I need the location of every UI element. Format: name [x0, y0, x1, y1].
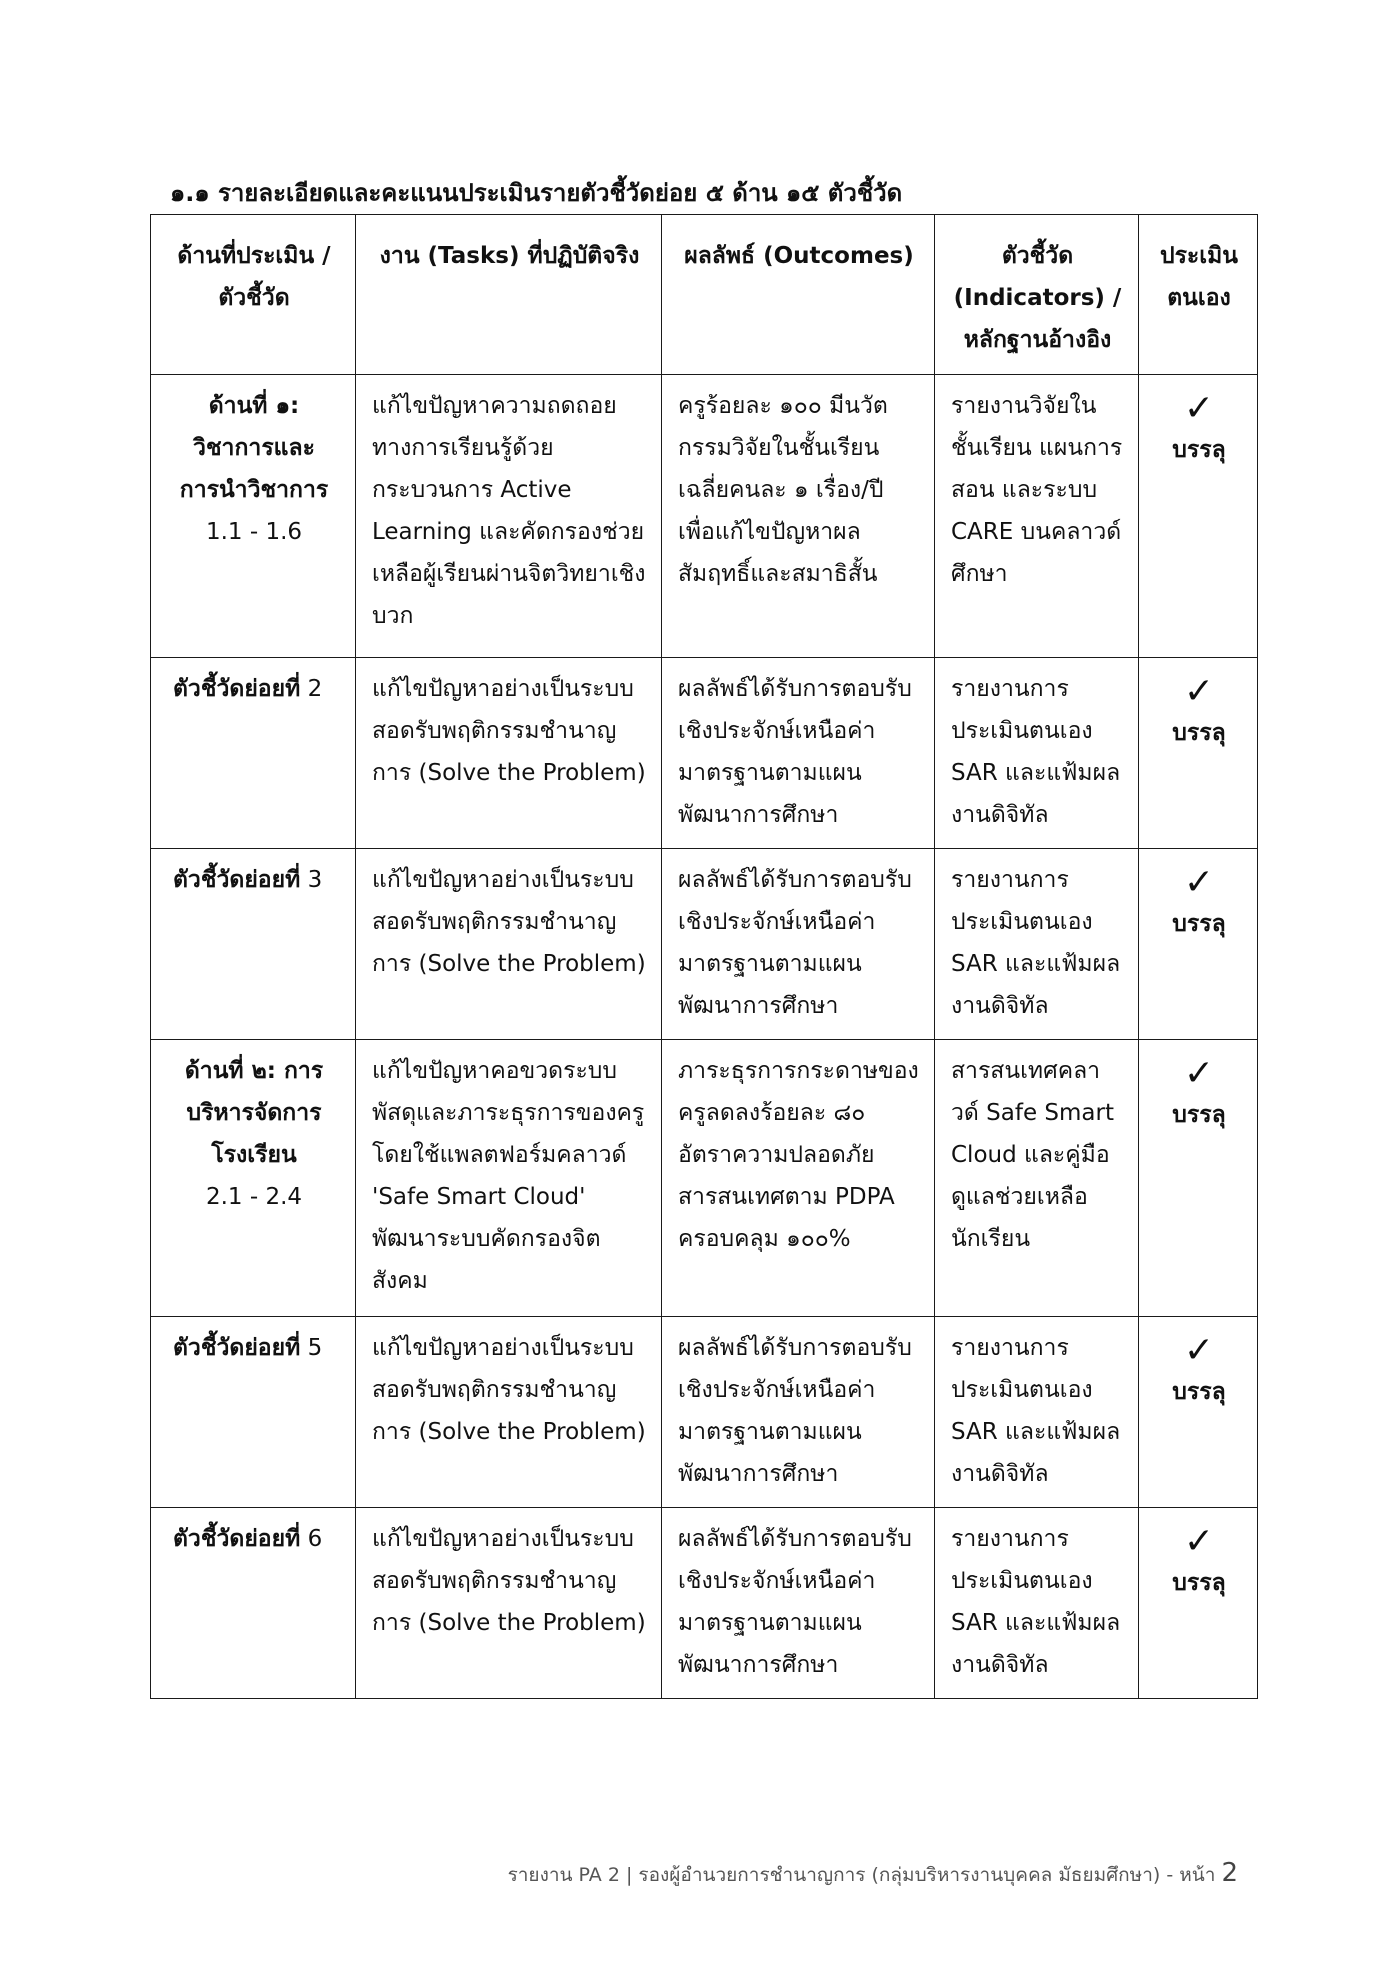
outcome-cell: ภาระธุรการกระดาษของครูลดลงร้อยละ ๘๐ อัตราความปลอดภัยสารสนเทศตาม PDPA ครอบคลุม ๑๐๐%	[662, 1040, 935, 1317]
self-assessment-cell	[1139, 1317, 1258, 1508]
self-assessment-label: บรรลุ	[1172, 911, 1226, 937]
task-cell: แก้ไขปัญหาความถดถอยทางการเรียนรู้ด้วยกระบวนการ Active Learning และคัดกรองช่วยเหลือผู้เรียนผ่านจิตวิทยาเชิงบวก	[356, 375, 662, 658]
dimension-cell	[151, 375, 356, 658]
task-cell: แก้ไขปัญหาอย่างเป็นระบบสอดรับพฤติกรรมชำนาญการ (Solve the Problem)	[356, 658, 662, 849]
assessment-table	[150, 214, 1258, 1699]
dimension-range: 3	[307, 867, 323, 893]
outcome-cell: ผลลัพธ์ได้รับการตอบรับเชิงประจักษ์เหนือค่ามาตรฐานตามแผนพัฒนาการศึกษา	[662, 658, 935, 849]
task-cell: แก้ไขปัญหาคอขวดระบบพัสดุและภาระธุรการของครูโดยใช้แพลตฟอร์มคลาวด์ 'Safe Smart Cloud' พัฒนาระบบคัดกรองจิตสังคม	[356, 1040, 662, 1317]
dimension-title: ตัวชี้วัดย่อยที่	[173, 676, 301, 702]
dimension-title: ตัวชี้วัดย่อยที่	[173, 1526, 301, 1552]
table-row	[151, 1040, 1258, 1317]
task-cell: แก้ไขปัญหาอย่างเป็นระบบสอดรับพฤติกรรมชำนาญการ (Solve the Problem)	[356, 849, 662, 1040]
table-row	[151, 1508, 1258, 1699]
self-assessment-cell	[1139, 658, 1258, 849]
dimension-cell	[151, 849, 356, 1040]
header-dimension: ด้านที่ประเมิน / ตัวชี้วัด	[151, 215, 356, 375]
dimension-cell	[151, 658, 356, 849]
indicator-cell: สารสนเทศคลาวด์ Safe Smart Cloud และคู่มือดูแลช่วยเหลือนักเรียน	[935, 1040, 1139, 1317]
table-header-row	[151, 215, 1258, 375]
dimension-title: ด้านที่ ๒: การบริหารจัดการโรงเรียน	[184, 1058, 324, 1168]
dimension-range: 6	[307, 1526, 323, 1552]
page-footer	[508, 1858, 1238, 1890]
dimension-range: 2.1 - 2.4	[205, 1184, 303, 1210]
check-icon: ✓	[1183, 862, 1215, 903]
header-tasks: งาน (Tasks) ที่ปฏิบัติจริง	[356, 215, 662, 375]
dimension-cell	[151, 1317, 356, 1508]
header-indicators: ตัวชี้วัด (Indicators) / หลักฐานอ้างอิง	[935, 215, 1139, 375]
outcome-cell: ผลลัพธ์ได้รับการตอบรับเชิงประจักษ์เหนือค่ามาตรฐานตามแผนพัฒนาการศึกษา	[662, 1508, 935, 1699]
self-assessment-label: บรรลุ	[1172, 1570, 1226, 1596]
self-assessment-label: บรรลุ	[1172, 1379, 1226, 1405]
check-icon: ✓	[1183, 388, 1215, 429]
indicator-cell: รายงานการประเมินตนเอง SAR และแฟ้มผลงานดิจิทัล	[935, 849, 1139, 1040]
section-heading: ๑.๑ รายละเอียดและคะแนนประเมินรายตัวชี้วัดย่อย ๕ ด้าน ๑๕ ตัวชี้วัด	[170, 179, 903, 207]
self-assessment-cell	[1139, 849, 1258, 1040]
dimension-title: ตัวชี้วัดย่อยที่	[173, 867, 301, 893]
dimension-range: 1.1 - 1.6	[205, 519, 303, 545]
dimension-range: 5	[307, 1335, 323, 1361]
self-assessment-cell	[1139, 1508, 1258, 1699]
check-icon: ✓	[1183, 671, 1215, 712]
header-outcomes: ผลลัพธ์ (Outcomes)	[662, 215, 935, 375]
task-cell: แก้ไขปัญหาอย่างเป็นระบบสอดรับพฤติกรรมชำนาญการ (Solve the Problem)	[356, 1317, 662, 1508]
table-row	[151, 849, 1258, 1040]
self-assessment-cell	[1139, 375, 1258, 658]
table-row	[151, 375, 1258, 658]
indicator-cell: รายงานวิจัยในชั้นเรียน แผนการสอน และระบบ CARE บนคลาวด์ศึกษา	[935, 375, 1139, 658]
outcome-cell: ผลลัพธ์ได้รับการตอบรับเชิงประจักษ์เหนือค่ามาตรฐานตามแผนพัฒนาการศึกษา	[662, 1317, 935, 1508]
header-self-assessment: ประเมินตนเอง	[1139, 215, 1258, 375]
self-assessment-cell	[1139, 1040, 1258, 1317]
self-assessment-label: บรรลุ	[1172, 720, 1226, 746]
check-icon: ✓	[1183, 1521, 1215, 1562]
self-assessment-label: บรรลุ	[1172, 437, 1226, 463]
outcome-cell: ผลลัพธ์ได้รับการตอบรับเชิงประจักษ์เหนือค่ามาตรฐานตามแผนพัฒนาการศึกษา	[662, 849, 935, 1040]
indicator-cell: รายงานการประเมินตนเอง SAR และแฟ้มผลงานดิจิทัล	[935, 658, 1139, 849]
check-icon: ✓	[1183, 1053, 1215, 1094]
outcome-cell: ครูร้อยละ ๑๐๐ มีนวัตกรรมวิจัยในชั้นเรียนเฉลี่ยคนละ ๑ เรื่อง/ปี เพื่อแก้ไขปัญหาผลสัมฤทธิ์และสมาธิสั้น	[662, 375, 935, 658]
dimension-cell	[151, 1508, 356, 1699]
check-icon: ✓	[1183, 1330, 1215, 1371]
dimension-title: ด้านที่ ๑: วิชาการและการนำวิชาการ	[179, 393, 329, 503]
page-number: 2	[1221, 1858, 1238, 1888]
task-cell: แก้ไขปัญหาอย่างเป็นระบบสอดรับพฤติกรรมชำนาญการ (Solve the Problem)	[356, 1508, 662, 1699]
table-row	[151, 1317, 1258, 1508]
dimension-cell	[151, 1040, 356, 1317]
self-assessment-label: บรรลุ	[1172, 1102, 1226, 1128]
indicator-cell: รายงานการประเมินตนเอง SAR และแฟ้มผลงานดิจิทัล	[935, 1508, 1139, 1699]
indicator-cell: รายงานการประเมินตนเอง SAR และแฟ้มผลงานดิจิทัล	[935, 1317, 1139, 1508]
table-row	[151, 658, 1258, 849]
dimension-range: 2	[307, 676, 323, 702]
dimension-title: ตัวชี้วัดย่อยที่	[173, 1335, 301, 1361]
footer-text: รายงาน PA 2 | รองผู้อำนวยการชำนาญการ (กลุ่มบริหารงานบุคคล มัธยมศึกษา) - หน้า	[507, 1864, 1216, 1886]
